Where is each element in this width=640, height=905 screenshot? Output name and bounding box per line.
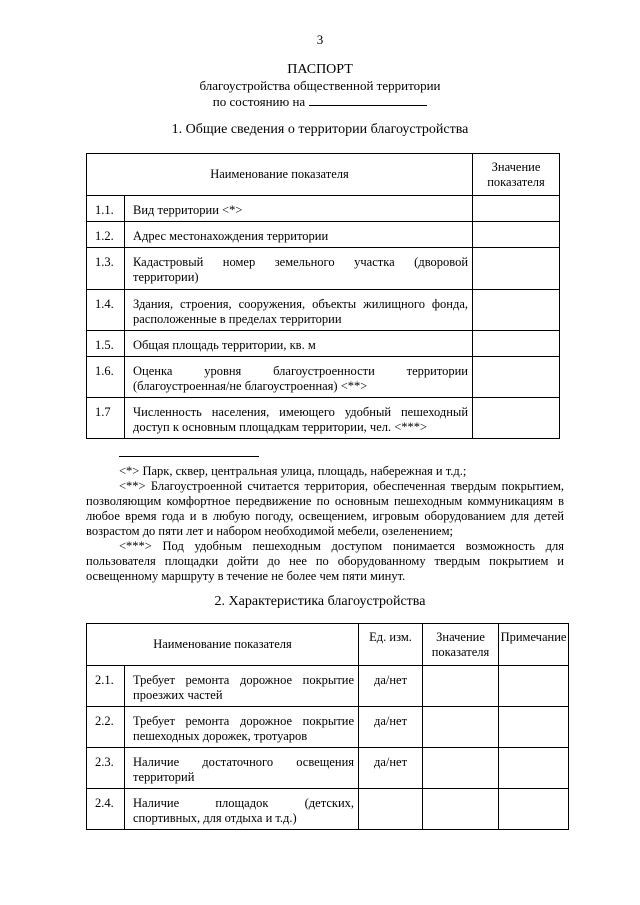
row-label: Наличие площадок (детских, спортивных, для отдыха и т.д.) xyxy=(125,789,359,830)
row-number: 2.1. xyxy=(87,666,125,707)
column-header-value: Значение показателя xyxy=(423,624,499,666)
table-row xyxy=(87,707,569,748)
row-label: Кадастровый номер земельного участка (дворовой территории) xyxy=(125,248,473,290)
value-cell[interactable] xyxy=(423,748,499,789)
row-number: 1.3. xyxy=(87,248,125,290)
table-row xyxy=(87,789,569,830)
table-row xyxy=(87,357,560,398)
table-row xyxy=(87,248,560,290)
value-cell[interactable] xyxy=(473,331,560,357)
row-label: Наличие достаточного освещения территорий xyxy=(125,748,359,789)
value-cell[interactable] xyxy=(473,222,560,248)
note-cell[interactable] xyxy=(499,789,569,830)
row-number: 1.6. xyxy=(87,357,125,398)
value-cell[interactable] xyxy=(473,398,560,439)
value-cell[interactable] xyxy=(473,290,560,331)
row-label: Вид территории <*> xyxy=(125,196,473,222)
unit-cell: да/нет xyxy=(359,666,423,707)
section2-heading: 2. Характеристика благоустройства xyxy=(214,594,426,609)
table-row xyxy=(87,222,560,248)
row-number: 1.2. xyxy=(87,222,125,248)
table-header-row xyxy=(87,154,560,196)
value-cell[interactable] xyxy=(473,357,560,398)
column-header-value: Значение показателя xyxy=(473,154,560,196)
row-number: 2.2. xyxy=(87,707,125,748)
footnote-3: <***> Под удобным пешеходным доступом понимается возможность для пользователя площадки дойти до нее по оборудованному твердым покрытием и освещенному маршруту в течение не более чем пяти минут. xyxy=(86,539,564,583)
section1-heading: 1. Общие сведения о территории благоустройства xyxy=(171,122,469,137)
date-line xyxy=(0,94,640,110)
table-row xyxy=(87,331,560,357)
column-header-name: Наименование показателя xyxy=(87,154,473,196)
column-header-note: Примечание xyxy=(499,624,569,666)
table-row xyxy=(87,196,560,222)
table-row xyxy=(87,398,560,439)
page-number: 3 xyxy=(316,32,324,47)
date-label: по состоянию на xyxy=(212,94,306,109)
column-header-unit: Ед. изм. xyxy=(359,624,423,666)
footnote-2: <**> Благоустроенной считается территория, обеспеченная твердым покрытием, позволяющим комфортное передвижение по основным пешеходным коммуникациям в любое время года и в любую погоду, освещением, игровым оборудованием для детей возрастом до пяти лет и набором необходимой мебели, озеленением; xyxy=(86,479,564,538)
value-cell[interactable] xyxy=(423,707,499,748)
row-number: 1.5. xyxy=(87,331,125,357)
characteristics-table xyxy=(86,623,569,830)
row-number: 2.3. xyxy=(87,748,125,789)
unit-cell: да/нет xyxy=(359,707,423,748)
table-row xyxy=(87,748,569,789)
document-subtitle: благоустройства общественной территории xyxy=(199,78,441,93)
table-header-row xyxy=(87,624,569,666)
table-row xyxy=(87,666,569,707)
row-number: 1.4. xyxy=(87,290,125,331)
row-label: Требует ремонта дорожное покрытие проезжих частей xyxy=(125,666,359,707)
row-number: 2.4. xyxy=(87,789,125,830)
row-label: Общая площадь территории, кв. м xyxy=(125,331,473,357)
value-cell[interactable] xyxy=(423,789,499,830)
column-header-name: Наименование показателя xyxy=(87,624,359,666)
row-label: Требует ремонта дорожное покрытие пешеходных дорожек, тротуаров xyxy=(125,707,359,748)
row-label: Численность населения, имеющего удобный пешеходный доступ к основным площадкам территории, чел. <***> xyxy=(125,398,473,439)
table-row xyxy=(87,290,560,331)
note-cell[interactable] xyxy=(499,748,569,789)
date-blank-field[interactable] xyxy=(309,94,427,106)
footnote-1: <*> Парк, сквер, центральная улица, площадь, набережная и т.д.; xyxy=(119,464,467,478)
row-label: Здания, строения, сооружения, объекты жилищного фонда, расположенные в пределах территории xyxy=(125,290,473,331)
row-label: Адрес местонахождения территории xyxy=(125,222,473,248)
note-cell[interactable] xyxy=(499,666,569,707)
value-cell[interactable] xyxy=(423,666,499,707)
row-number: 1.7 xyxy=(87,398,125,439)
unit-cell xyxy=(359,789,423,830)
row-label: Оценка уровня благоустроенности территории (благоустроенная/не благоустроенная) <**> xyxy=(125,357,473,398)
unit-cell: да/нет xyxy=(359,748,423,789)
value-cell[interactable] xyxy=(473,196,560,222)
row-number: 1.1. xyxy=(87,196,125,222)
value-cell[interactable] xyxy=(473,248,560,290)
footnote-divider xyxy=(119,456,259,457)
general-info-table xyxy=(86,153,560,439)
document-title: ПАСПОРТ xyxy=(287,62,353,77)
note-cell[interactable] xyxy=(499,707,569,748)
